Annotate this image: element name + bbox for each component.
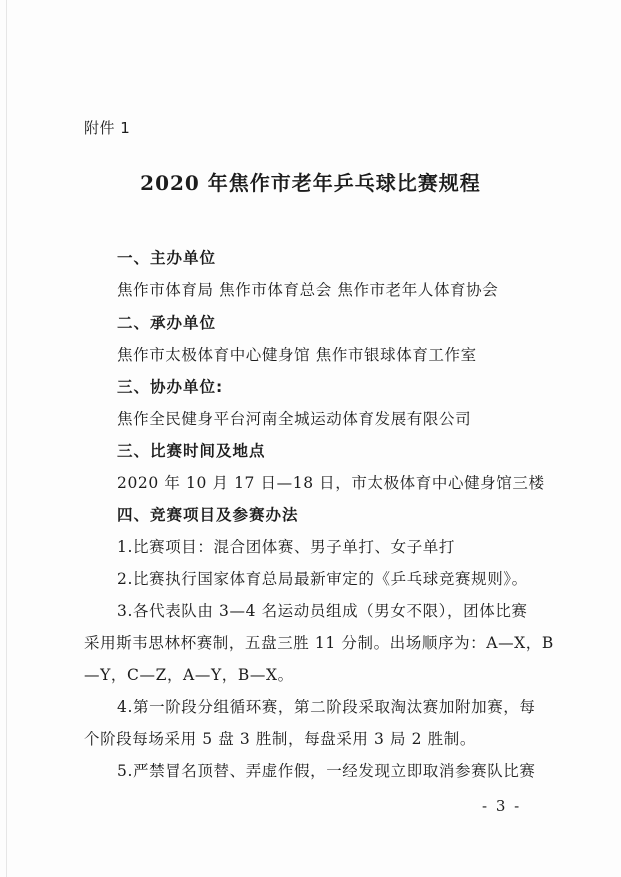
events-item-3-line-3: —Y，C—Z，A—Y，B—X。	[84, 666, 294, 684]
section-heading-co-organizer: 三、协办单位:	[117, 378, 224, 396]
co-organizer-text: 焦作全民健身平台河南全城运动体育发展有限公司	[117, 410, 472, 428]
events-item-2: 2.比赛执行国家体育总局最新审定的《乒乓球竞赛规则》。	[117, 570, 528, 588]
time-venue-text: 2020 年 10 月 17 日—18 日，市太极体育中心健身馆三楼	[117, 474, 545, 492]
events-item-3-line-2: 采用斯韦思林杯赛制，五盘三胜 11 分制。出场顺序为：A—X，B	[84, 634, 554, 652]
page-number: - 3 -	[482, 797, 522, 815]
scan-edge	[6, 0, 7, 877]
document-title: 2020 年焦作市老年乒乓球比赛规程	[140, 171, 481, 195]
section-heading-undertaker: 二、承办单位	[117, 314, 217, 332]
undertaker-text: 焦作市太极体育中心健身馆 焦作市银球体育工作室	[117, 346, 477, 364]
events-item-5-line-1: 5.严禁冒名顶替、弄虚作假，一经发现立即取消参赛队比赛	[117, 762, 536, 780]
events-item-4-line-2: 个阶段每场采用 5 盘 3 胜制，每盘采用 3 局 2 胜制。	[84, 730, 476, 748]
events-item-4-line-1: 4.第一阶段分组循环赛，第二阶段采取淘汰赛加附加赛，每	[117, 698, 536, 716]
section-heading-time-venue: 三、比赛时间及地点	[117, 442, 266, 460]
attachment-label: 附件 1	[84, 119, 131, 137]
section-heading-organizer: 一、主办单位	[117, 249, 217, 267]
organizer-text: 焦作市体育局 焦作市体育总会 焦作市老年人体育协会	[117, 281, 499, 299]
events-item-3-line-1: 3.各代表队由 3—4 名运动员组成（男女不限），团体比赛	[117, 602, 528, 620]
section-heading-events: 四、竞赛项目及参赛办法	[117, 506, 299, 524]
events-item-1: 1.比赛项目：混合团体赛、男子单打、女子单打	[117, 538, 455, 556]
